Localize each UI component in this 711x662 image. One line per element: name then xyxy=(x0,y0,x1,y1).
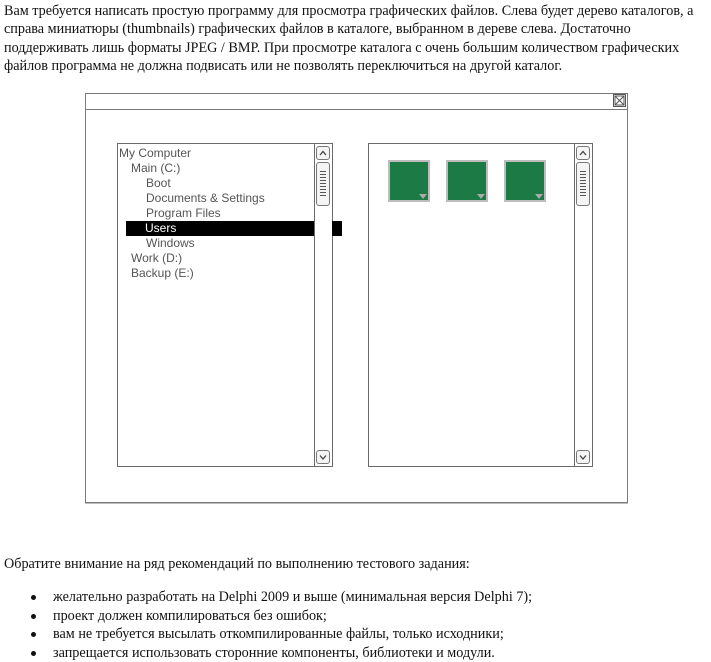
list-item-text: вам не требуется высылать откомпилированные файлы, только исходники; xyxy=(53,626,504,642)
intro-paragraph: Вам требуется написать простую программу для просмотра графических файлов. Слева будет дерево каталогов, а справа миниатюры (thumbnails) графических файлов в каталоге, выбранном в дереве слева. Достаточно поддерживать лишь форматы JPEG / BMP. При просмотре каталога с очень большим количеством графических файлов программа не должна подвисать или не позволять переключиться на другой каталог. xyxy=(4,3,694,74)
tree-node[interactable]: Work (D:) xyxy=(131,251,183,265)
bullet-icon xyxy=(31,595,36,600)
tree-node[interactable]: Boot xyxy=(146,176,171,190)
close-button[interactable] xyxy=(613,94,626,107)
tree-node[interactable]: Main (C:) xyxy=(131,161,181,175)
directory-tree-panel[interactable] xyxy=(117,143,333,467)
close-icon xyxy=(614,95,625,106)
window-titlebar xyxy=(86,94,627,110)
image-thumbnail[interactable] xyxy=(504,160,546,202)
image-thumbnail[interactable] xyxy=(388,160,430,202)
recommendations-list xyxy=(0,588,532,662)
tree-node[interactable]: Backup (E:) xyxy=(131,266,194,280)
list-item xyxy=(0,625,532,644)
list-item xyxy=(0,607,532,626)
chevron-up-icon xyxy=(577,147,589,159)
dropdown-arrow-icon xyxy=(477,194,485,199)
thumbnail-panel[interactable] xyxy=(368,143,593,467)
tree-node[interactable]: Program Files xyxy=(146,206,221,220)
list-item-text: желательно разработать на Delphi 2009 и выше (минимальная версия Delphi 7); xyxy=(53,589,533,605)
list-item xyxy=(0,644,532,662)
bullet-icon xyxy=(31,651,36,656)
tree-node[interactable]: Users xyxy=(126,221,342,236)
tree-scrollbar[interactable] xyxy=(314,144,332,466)
list-item xyxy=(0,588,532,607)
dropdown-arrow-icon xyxy=(535,194,543,199)
thumbnail-scroll-thumb[interactable] xyxy=(576,162,590,206)
image-thumbnail[interactable] xyxy=(446,160,488,202)
tree-scroll-down-button[interactable] xyxy=(316,450,330,464)
tree-node[interactable]: My Computer xyxy=(119,146,192,160)
tree-scroll-thumb[interactable] xyxy=(316,162,330,206)
chevron-up-icon xyxy=(317,147,329,159)
thumbnail-scrollbar[interactable] xyxy=(574,144,592,466)
tree-node[interactable]: Documents & Settings xyxy=(146,191,265,205)
viewer-window-mockup xyxy=(85,93,628,503)
dropdown-arrow-icon xyxy=(419,194,427,199)
bullet-icon xyxy=(31,632,36,637)
list-item-text: запрещается использовать сторонние компоненты, библиотеки и модули. xyxy=(53,644,495,661)
bullet-icon xyxy=(31,614,36,619)
tree-node[interactable]: Windows xyxy=(146,236,195,250)
chevron-down-icon xyxy=(317,451,329,463)
chevron-down-icon xyxy=(577,451,589,463)
thumbnail-scroll-up-button[interactable] xyxy=(576,146,590,160)
list-item-text: проект должен компилироваться без ошибок; xyxy=(53,607,327,624)
tree-scroll-up-button[interactable] xyxy=(316,146,330,160)
recommendations-heading: Обратите внимание на ряд рекомендаций по выполнению тестового задания: xyxy=(4,556,470,572)
thumbnail-scroll-down-button[interactable] xyxy=(576,450,590,464)
